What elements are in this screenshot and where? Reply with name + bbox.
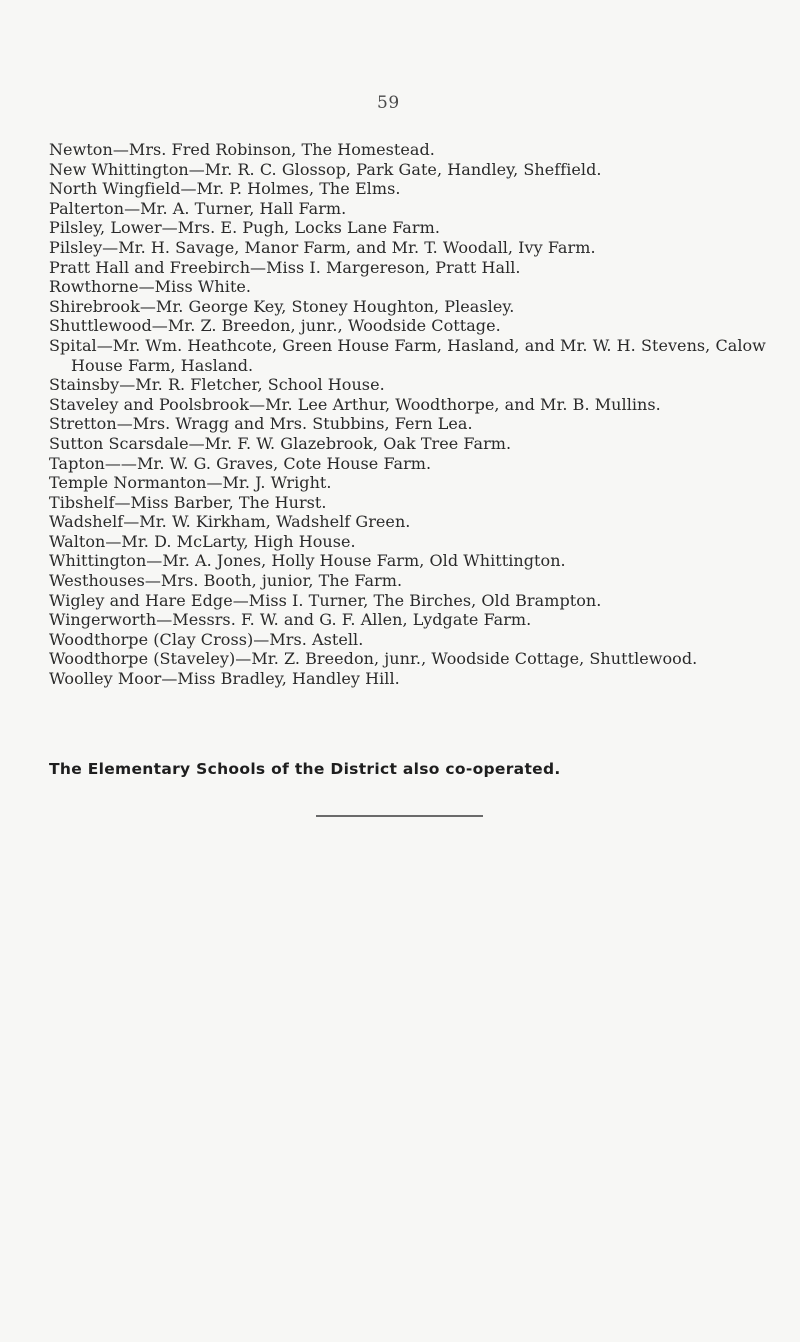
list-item: Pratt Hall and Freebirch—Miss I. Margereson, Pratt Hall. [49,257,521,277]
list-item: Sutton Scarsdale—Mr. F. W. Glazebrook, Oak Tree Farm. [49,433,512,453]
list-item: Wadshelf—Mr. W. Kirkham, Wadshelf Green. [49,512,411,532]
list-item: Wigley and Hare Edge—Miss I. Turner, The Birches, Old Brampton. [49,590,602,610]
list-item: North Wingfield—Mr. P. Holmes, The Elms. [49,179,401,199]
list-item: Staveley and Poolsbrook—Mr. Lee Arthur, Woodthorpe, and Mr. B. Mullins. [49,394,661,414]
list-item: Palterton—Mr. A. Turner, Hall Farm. [49,198,347,218]
list-item: Woolley Moor—Miss Bradley, Handley Hill. [49,669,400,689]
list-item: Temple Normanton—Mr. J. Wright. [49,473,332,493]
list-item: Stainsby—Mr. R. Fletcher, School House. [49,375,385,395]
list-item: Pilsley—Mr. H. Savage, Manor Farm, and Mr. T. Woodall, Ivy Farm. [49,237,596,257]
footer-note: The Elementary Schools of the District also co-operated. [49,760,561,778]
list-item: New Whittington—Mr. R. C. Glossop, Park Gate, Handley, Sheffield. [49,159,602,179]
list-item: Tibshelf—Miss Barber, The Hurst. [49,492,327,512]
list-item: Pilsley, Lower—Mrs. E. Pugh, Locks Lane Farm. [49,218,440,238]
list-item: Whittington—Mr. A. Jones, Holly House Farm, Old Whittington. [49,551,566,571]
list-item: Shuttlewood—Mr. Z. Breedon, junr., Woodside Cottage. [49,316,501,336]
list-item: Newton—Mrs. Fred Robinson, The Homestead. [49,140,435,159]
correspondent-list [49,140,769,689]
list-item: Tapton——Mr. W. G. Graves, Cote House Farm. [49,453,432,473]
list-item: Woodthorpe (Staveley)—Mr. Z. Breedon, junr., Woodside Cottage, Shuttlewood. [49,649,698,669]
closing-rule [316,815,483,817]
list-item: Walton—Mr. D. McLarty, High House. [49,531,356,551]
list-item: Westhouses—Mrs. Booth, junior, The Farm. [49,571,403,591]
page-number: 59 [377,93,400,113]
list-item: Shirebrook—Mr. George Key, Stoney Houghton, Pleasley. [49,296,515,316]
list-item: Spital—Mr. Wm. Heathcote, Green House Farm, Hasland, and Mr. W. H. Stevens, Calow House Farm, Hasland. [49,335,766,375]
list-item: Stretton—Mrs. Wragg and Mrs. Stubbins, Fern Lea. [49,414,473,434]
list-item: Rowthorne—Miss White. [49,277,252,297]
list-item: Woodthorpe (Clay Cross)—Mrs. Astell. [49,629,364,649]
list-item: Wingerworth—Messrs. F. W. and G. F. Allen, Lydgate Farm. [49,610,532,630]
